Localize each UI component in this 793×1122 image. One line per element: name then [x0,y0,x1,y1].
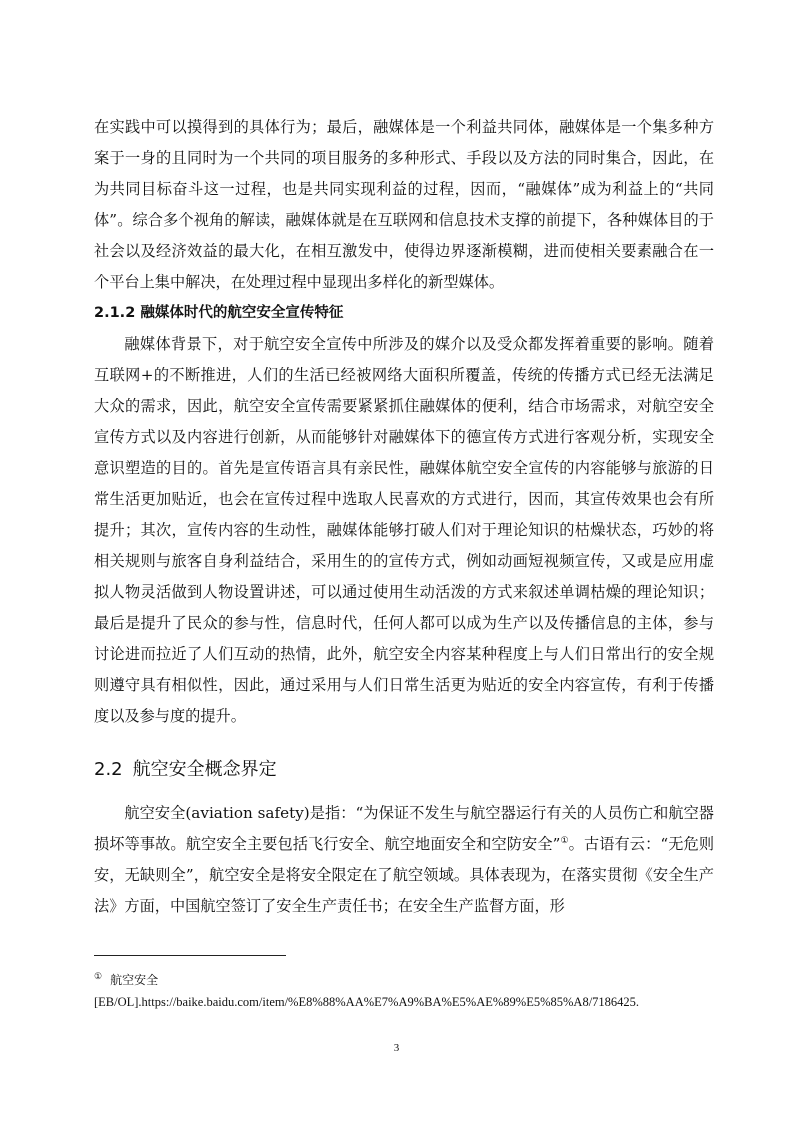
page-body [94,112,714,922]
section-title: 航空安全概念界定 [132,759,277,780]
body-paragraph: 融媒体背景下，对于航空安全宣传中所涉及的媒介以及受众都发挥着重要的影响。随着互联网+的不断推进，人们的生活已经被网络大面积所覆盖，传统的传播方式已经无法满足大众的需求，因此，航空安全宣传需要紧紧抓住融媒体的便利，结合市场需求，对航空安全宣传方式以及内容进行创新，从而能够针对融媒体下的德宣传方式进行客观分析，实现安全意识塑造的目的。首先是宣传语言具有亲民性，融媒体航空安全宣传的内容能够与旅游的日常生活更加贴近，也会在宣传过程中选取人民喜欢的方式进行，因而，其宣传效果也会有所提升；其次，宣传内容的生动性，融媒体能够打破人们对于理论知识的枯燥状态，巧妙的将相关规则与旅客自身利益结合，采用生的的宣传方式，例如动画短视频宣传，又或是应用虚拟人物灵活做到人物设置讲述，可以通过使用生动活泼的方式来叙述单调枯燥的理论知识；最后是提升了民众的参与性，信息时代，任何人都可以成为生产以及传播信息的主体，参与讨论进而拉近了人们互动的热情，此外，航空安全内容某种程度上与人们日常出行的安全规则遵守具有相似性，因此，通过采用与人们日常生活更为贴近的安全内容宣传，有利于传播度以及参与度的提升。 [94,335,714,725]
footnote-title: 航空安全 [110,973,159,987]
footnote [94,966,714,1013]
footnote-reference[interactable]: ① [560,835,569,846]
footnote-divider [94,955,286,956]
footnote-line [94,966,714,991]
footnote-mark: ① [94,972,103,982]
paragraph-text: 。古语有云：“无危则安，无缺则全”，航空安全是将安全限定在了航空领域。具体表现为，在落实贯彻《安全生产法》方面，中国航空签订了安全生产责任书；在安全生产监督方面，形 [94,835,715,915]
section-heading [94,752,714,788]
body-paragraph: 在实践中可以摸得到的具体行为；最后，融媒体是一个利益共同体，融媒体是一个集多种方案于一身的且同时为一个共同的项目服务的多种形式、手段以及方法的同时集合，因此，在为共同目标奋斗这一过程，也是共同实现利益的过程，因而，“融媒体”成为利益上的“共同体”。综合多个视角的解读，融媒体就是在互联网和信息技术支撑的前提下，各种媒体目的于社会以及经济效益的最大化，在相互激发中，使得边界逐渐模糊，进而使相关要素融合在一个平台上集中解决，在处理过程中显现出多样化的新型媒体。 [94,118,714,291]
footnote-url[interactable]: [EB/OL].https://baike.baidu.com/item/%E8%88%AA%E7%A9%BA%E5%AE%89%E5%85%A8/7186425. [94,995,640,1009]
page-number: 3 [393,1042,400,1054]
subsection-heading: 2.1.2 融媒体时代的航空安全宣传特征 [94,305,344,321]
paragraph-text: 航空安全(aviation safety)是指：“为保证不发生与航空器运行有关的人员伤亡和航空器损坏等事故。航空安全主要包括飞行安全、航空地面安全和空防安全” [94,804,714,853]
body-paragraph [94,798,714,922]
section-number: 2.2 [94,759,123,780]
